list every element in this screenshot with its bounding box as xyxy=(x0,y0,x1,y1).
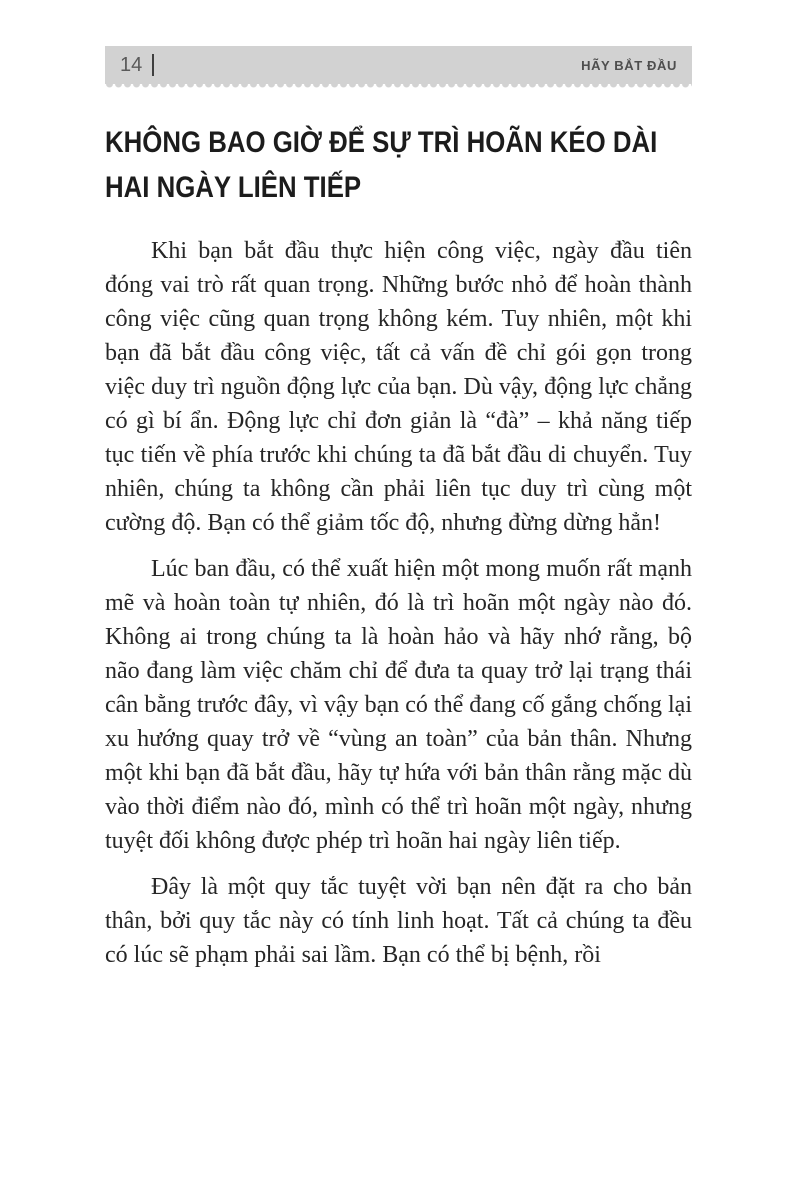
body-text xyxy=(105,234,692,972)
header-scalloped-edge xyxy=(105,84,692,89)
page-number: 14 xyxy=(120,54,143,76)
running-header xyxy=(105,46,692,89)
chapter-title-line-1: KHÔNG BAO GIỜ ĐỂ SỰ TRÌ HOÃN KÉO DÀI xyxy=(105,126,658,159)
running-title: HÃY BẮT ĐẦU xyxy=(581,57,677,73)
content-column xyxy=(105,0,692,984)
chapter-title xyxy=(105,120,692,210)
paragraph: Đây là một quy tắc tuyệt vời bạn nên đặt ra cho bản thân, bởi quy tắc này có tính linh hoạt. Tất cả chúng ta đều có lúc sẽ phạm phải sai lầm. Bạn có thể bị bệnh, rồi xyxy=(105,874,692,968)
page-number-divider xyxy=(152,54,154,76)
paragraph: Lúc ban đầu, có thể xuất hiện một mong muốn rất mạnh mẽ và hoàn toàn tự nhiên, đó là trì hoãn một ngày nào đó. Không ai trong chúng ta là hoàn hảo và hãy nhớ rằng, bộ não đang làm việc chăm chỉ để đưa ta quay trở lại trạng thái cân bằng trước đây, vì vậy bạn có thể đang cố gắng chống lại xu hướng quay trở về “vùng an toàn” của bản thân. Nhưng một khi bạn đã bắt đầu, hãy tự hứa với bản thân rằng mặc dù vào thời điểm nào đó, mình có thể trì hoãn một ngày, nhưng tuyệt đối không được phép trì hoãn hai ngày liên tiếp. xyxy=(105,556,692,854)
header-bar xyxy=(105,46,692,84)
paragraph: Khi bạn bắt đầu thực hiện công việc, ngày đầu tiên đóng vai trò rất quan trọng. Những bước nhỏ để hoàn thành công việc cũng quan trọng không kém. Tuy nhiên, một khi bạn đã bắt đầu công việc, tất cả vấn đề chỉ gói gọn trong việc duy trì nguồn động lực của bạn. Dù vậy, động lực chẳng có gì bí ẩn. Động lực chỉ đơn giản là “đà” – khả năng tiếp tục tiến về phía trước khi chúng ta đã bắt đầu di chuyển. Tuy nhiên, chúng ta không cần phải liên tục duy trì cùng một cường độ. Bạn có thể giảm tốc độ, nhưng đừng dừng hẳn! xyxy=(105,238,692,536)
chapter-title-line-2: HAI NGÀY LIÊN TIẾP xyxy=(105,171,362,204)
